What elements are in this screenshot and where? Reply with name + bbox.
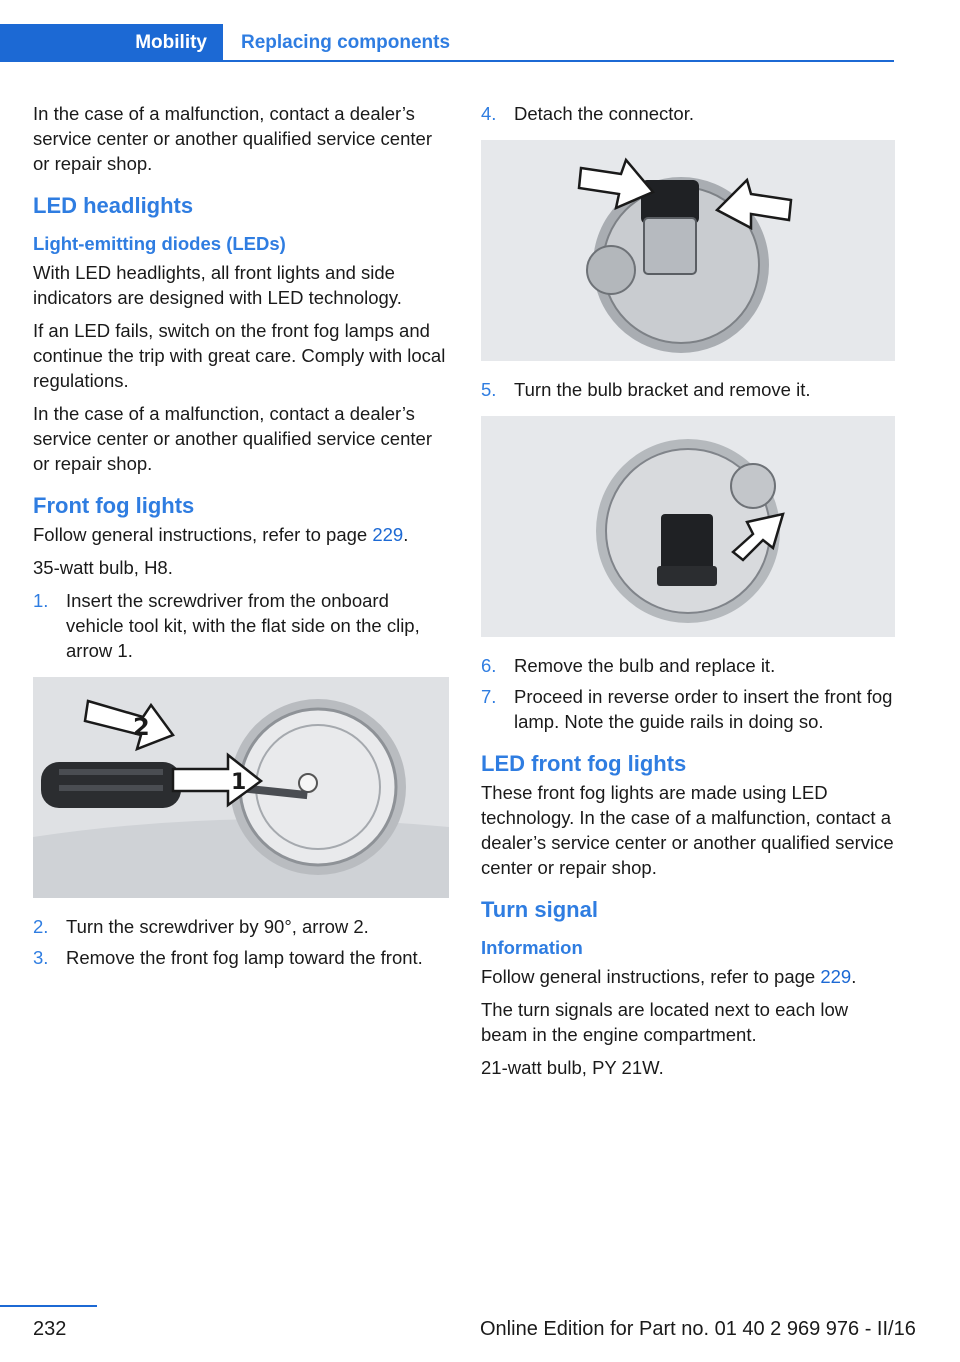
step-item <box>481 377 895 402</box>
chapter-tab[interactable]: Mobility <box>0 24 223 62</box>
step-text: Proceed in reverse order to insert the front fog lamp. Note the guide rails in doing so. <box>514 686 893 732</box>
step-text: Detach the connector. <box>514 103 694 124</box>
connector-figure <box>481 140 895 361</box>
step-number: 6. <box>481 655 497 676</box>
page-header <box>0 24 894 62</box>
turn-signal-location: The turn signals are located next to each low beam in the engine compartment. <box>481 999 849 1045</box>
step-number: 7. <box>481 686 497 707</box>
page-number: 232 <box>33 1318 67 1340</box>
led-headlights-heading: LED headlights <box>33 193 194 218</box>
information-subheading: Information <box>481 937 583 958</box>
connector-illustration <box>481 140 895 361</box>
step-text: Remove the front fog lamp toward the front. <box>66 947 423 968</box>
footer-divider <box>0 1305 97 1307</box>
fog-page-link[interactable]: 229 <box>372 524 404 545</box>
step-item <box>481 653 895 678</box>
fog-reference <box>33 522 449 547</box>
led-fog-paragraph: These front fog lights are made using LED technology. In the case of a malfunction, contact a dealer’s service center or another qualified service center or repair shop. <box>481 782 894 878</box>
led-paragraph-3: In the case of a malfunction, contact a dealer’s service center or another qualified service center or repair shop. <box>33 403 432 474</box>
fog-reference-text: Follow general instructions, refer to page <box>33 524 373 545</box>
fog-bulb-spec: 35-watt bulb, H8. <box>33 557 173 578</box>
right-column <box>481 101 895 1088</box>
edition-info: Online Edition for Part no. 01 40 2 969 976 - II/16 <box>480 1318 916 1340</box>
step-text: Insert the screwdriver from the onboard vehicle tool kit, with the flat side on the clip, arrow 1. <box>66 590 420 661</box>
fog-reference-end: . <box>403 524 409 545</box>
step-item <box>33 588 449 663</box>
bulb-bracket-illustration <box>481 416 895 637</box>
step-item <box>33 914 449 939</box>
led-fog-heading: LED front fog lights <box>481 751 687 776</box>
arrow-2-label: 2 <box>133 713 150 741</box>
step-item <box>33 945 449 970</box>
step-number: 1. <box>33 590 49 611</box>
turn-signal-reference-end: . <box>851 966 857 987</box>
left-column <box>33 101 449 976</box>
bulb-bracket-figure <box>481 416 895 637</box>
arrow-1-label: 1 <box>231 770 247 795</box>
turn-signal-reference-text: Follow general instructions, refer to page <box>481 966 821 987</box>
screwdriver-figure <box>33 677 449 898</box>
leds-subheading: Light-emitting diodes (LEDs) <box>33 233 286 254</box>
step-number: 2. <box>33 916 49 937</box>
turn-signal-reference <box>481 964 895 989</box>
step-text: Turn the screwdriver by 90°, arrow 2. <box>66 916 369 937</box>
step-text: Turn the bulb bracket and remove it. <box>514 379 811 400</box>
step-number: 4. <box>481 103 497 124</box>
led-paragraph-1: With LED headlights, all front lights and side indicators are designed with LED technology. <box>33 262 402 308</box>
step-item <box>481 684 895 734</box>
turn-signal-bulb-spec: 21-watt bulb, PY 21W. <box>481 1057 664 1078</box>
led-paragraph-2: If an LED fails, switch on the front fog lamps and continue the trip with great care. Comply with local regulations. <box>33 320 446 391</box>
step-text: Remove the bulb and replace it. <box>514 655 776 676</box>
step-number: 3. <box>33 947 49 968</box>
section-title[interactable]: Replacing components <box>241 32 451 53</box>
intro-paragraph: In the case of a malfunction, contact a dealer’s service center or another qualified service center or repair shop. <box>33 103 432 174</box>
turn-signal-heading: Turn signal <box>481 897 598 922</box>
header-divider <box>223 60 894 62</box>
step-item <box>481 101 895 126</box>
turn-signal-page-link[interactable]: 229 <box>820 966 852 987</box>
step-number: 5. <box>481 379 497 400</box>
screwdriver-illustration <box>33 677 449 898</box>
fog-lights-heading: Front fog lights <box>33 493 195 518</box>
